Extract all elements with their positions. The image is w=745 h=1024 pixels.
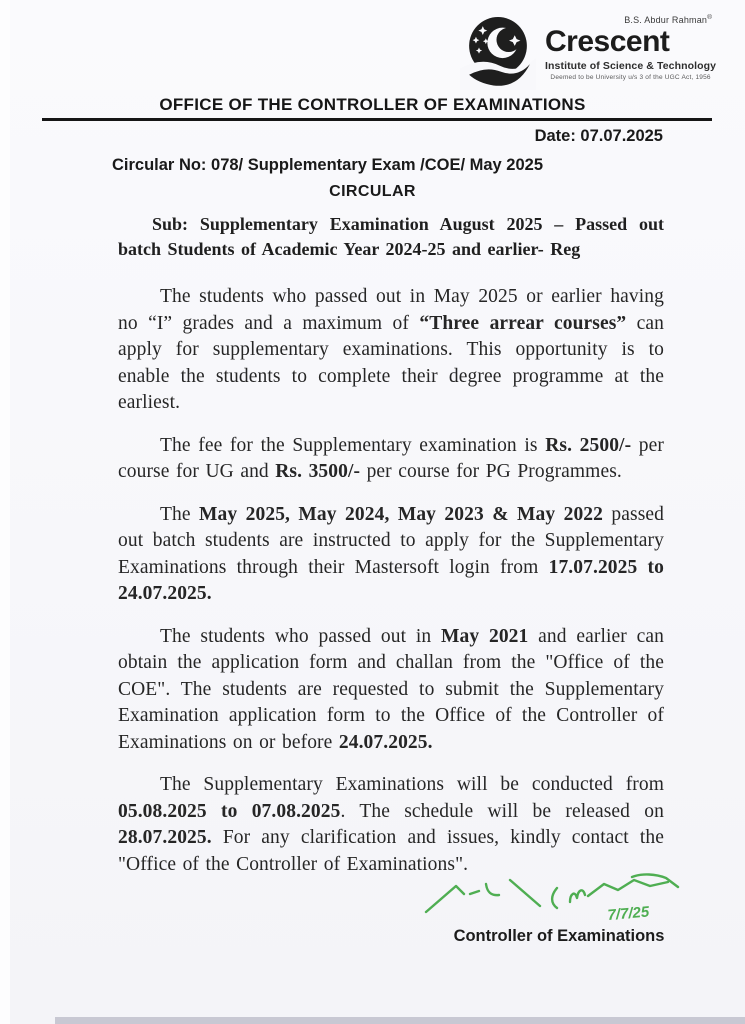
paragraph: The students who passed out in May 2025 or earlier having no “I” grades and a maximum of “Three arrear courses” can apply for supplementary examinations. This opportunity is to enable the students to complete their degree programme at the earliest. bbox=[118, 286, 664, 413]
brand-subtitle: Institute of Science & Technology bbox=[545, 60, 717, 72]
scan-edge-left bbox=[0, 0, 10, 1024]
office-title: OFFICE OF THE CONTROLLER OF EXAMINATIONS bbox=[159, 95, 586, 114]
document-body bbox=[118, 212, 664, 894]
brand-trademark-line bbox=[545, 14, 716, 25]
body-paragraphs bbox=[118, 284, 664, 878]
signature-block bbox=[418, 872, 700, 946]
date-line: Date: 07.07.2025 bbox=[534, 127, 663, 145]
circular-number: Circular No: 078/ Supplementary Exam /COE/ May 2025 bbox=[112, 156, 544, 174]
paragraph: The fee for the Supplementary examination is Rs. 2500/- per course for UG and Rs. 3500/- per course for PG Programmes. bbox=[118, 434, 664, 482]
registered-symbol: ® bbox=[707, 14, 713, 21]
signature-date: 7/7/25 bbox=[606, 903, 650, 924]
paragraph: The May 2025, May 2024, May 2023 & May 2022 passed out batch students are instructed to apply for the Supplementary Examinations through their Mastersoft login from 17.07.2025 to 24.07.2025. bbox=[118, 503, 665, 604]
brand-tagline: Deemed to be University u/s 3 of the UGC Act, 1956 bbox=[550, 74, 711, 81]
scan-edge-bottom bbox=[55, 1017, 745, 1024]
signatory-title: Controller of Examinations bbox=[453, 927, 665, 945]
paragraph: The students who passed out in May 2021 and earlier can obtain the application form and challan from the "Office of the COE". The students are requested to submit the Supplementary Examination application form to the Office of the Controller of Examinations on or before 24.07.2025. bbox=[118, 625, 664, 753]
signature-scribble-icon bbox=[418, 872, 700, 926]
brand-text bbox=[545, 14, 716, 81]
institution-logo bbox=[456, 14, 716, 90]
paragraph: The Supplementary Examinations will be conducted from 05.08.2025 to 07.08.2025. The schedule will be released on 28.07.2025. For any clarification and issues, kindly contact the "Office of the Controller of Examinations". bbox=[118, 774, 664, 875]
brand-trademark-name: B.S. Abdur Rahman bbox=[624, 15, 708, 25]
circular-heading: CIRCULAR bbox=[329, 183, 416, 200]
subject-line: Sub: Supplementary Examination August 2025 – Passed out batch Students of Academic Year 2024-25 and earlier- Reg bbox=[118, 214, 664, 259]
header-divider bbox=[42, 118, 712, 121]
crescent-moon-logo-icon bbox=[456, 14, 540, 90]
brand-name: Crescent bbox=[545, 25, 670, 58]
